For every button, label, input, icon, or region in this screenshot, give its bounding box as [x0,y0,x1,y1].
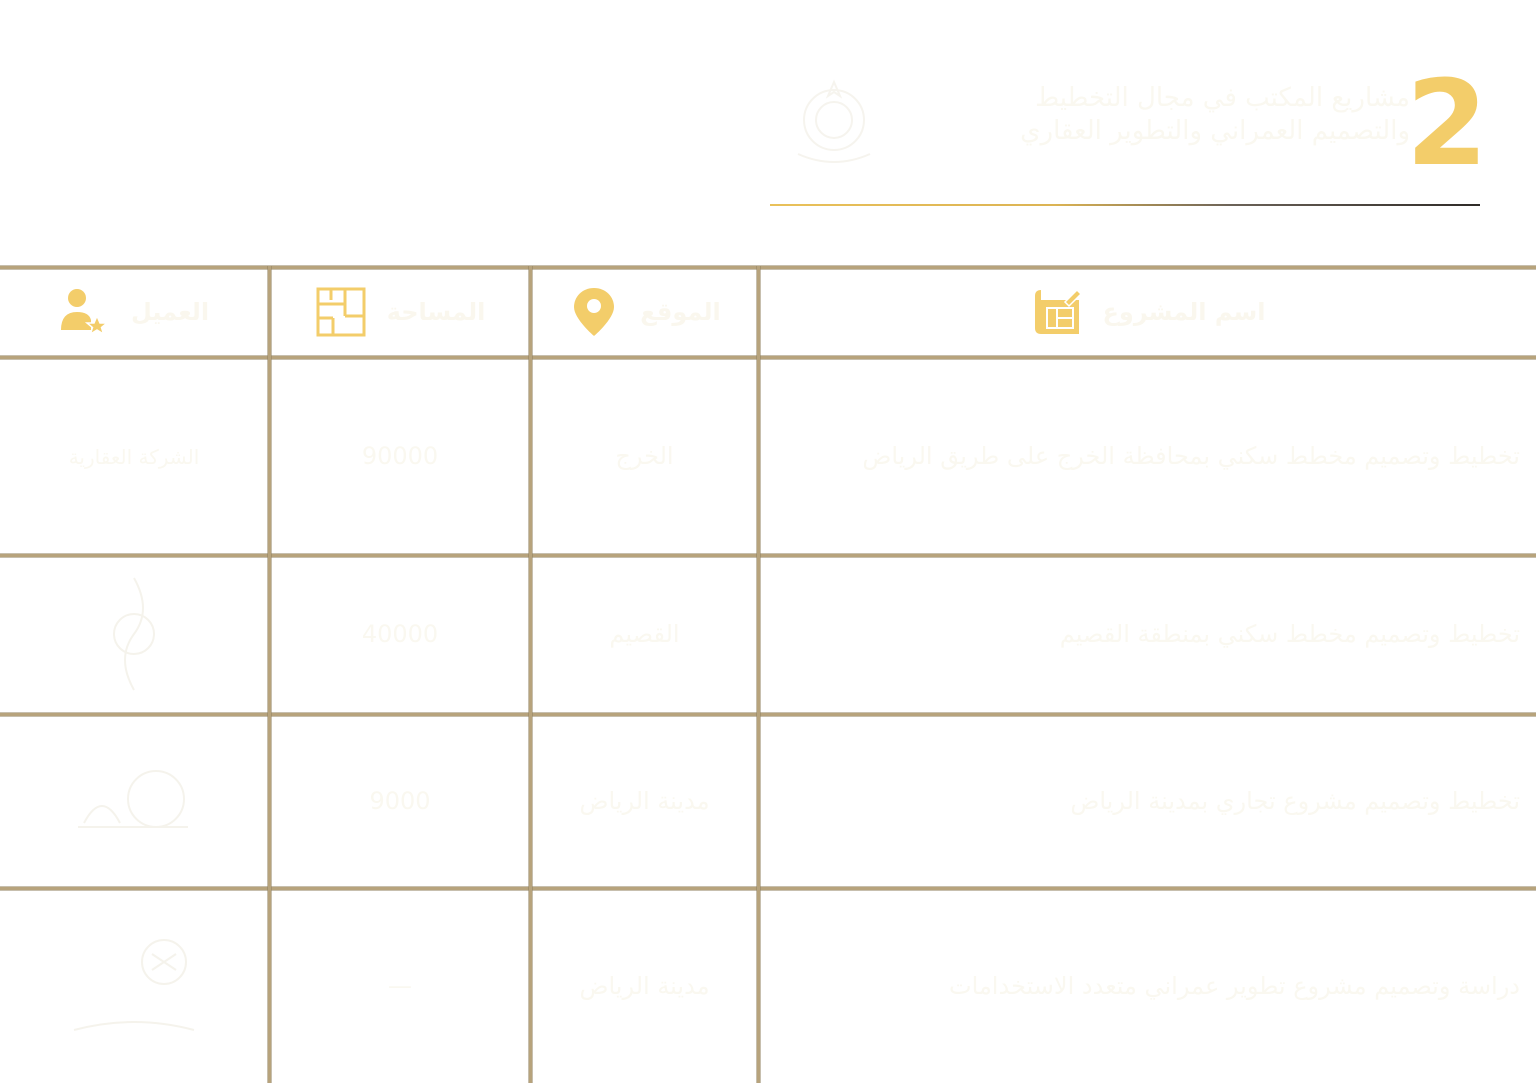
area-value: 40000 [361,620,439,649]
section-title-line-2: والتصميم العمراني والتطوير العقاري [1020,115,1410,146]
client-cell [0,359,268,554]
floor-plan-icon [315,286,367,338]
location-cell [532,359,757,554]
project-name: تخطيط وتصميم مخطط سكني بمنطقة القصيم [1059,620,1520,649]
section-divider [770,204,1480,206]
project-cell [760,557,1536,713]
location-value: مدينة الرياض [579,786,710,815]
client-cell [0,557,268,713]
project-cell [760,359,1536,554]
client-cell [0,716,268,887]
section-number: 2 [1405,54,1488,192]
location-cell [532,716,757,887]
client-cell [0,890,268,1083]
client-logo [64,570,204,700]
column-header-location-label: الموقع [640,298,721,326]
area-cell [271,716,529,887]
map-pin-icon [568,286,620,338]
client-logo [64,922,204,1052]
column-header-client-label: العميل [130,298,210,326]
area-cell [271,557,529,713]
project-cell [760,890,1536,1083]
column-header-client [0,266,268,358]
location-value: الخرج [615,441,674,470]
project-name: تخطيط وتصميم مخطط سكني بمحافظة الخرج على طريق الرياض [862,441,1520,470]
area-value: 90000 [361,441,439,470]
location-cell [532,557,757,713]
section-title [850,82,1410,147]
project-cell [760,716,1536,887]
column-header-area [271,266,529,358]
section-title-line-1: مشاريع المكتب في مجال التخطيط [1035,83,1410,113]
column-header-location [532,266,757,358]
column-header-project-label: اسم المشروع [1102,298,1266,326]
column-header-area-label: المساحة [386,298,486,326]
column-header-project [760,266,1536,358]
ornament-emblem [788,74,880,170]
user-star-icon [59,286,111,338]
area-value: — [388,971,412,1000]
client-logo [64,737,204,867]
project-name: دراسة وتصميم مشروع تطوير عمراني متعدد الاستخدامات [949,971,1520,1000]
project-name: تخطيط وتصميم مشروع تجاري بمدينة الرياض [1070,786,1520,815]
location-cell [532,890,757,1083]
area-value: 9000 [369,786,431,815]
area-cell [271,890,529,1083]
client-name: الشركة العقارية [68,444,200,469]
projects-table [0,266,1536,1083]
location-value: القصيم [609,620,680,649]
blueprint-icon [1031,286,1083,338]
area-cell [271,359,529,554]
location-value: مدينة الرياض [579,971,710,1000]
